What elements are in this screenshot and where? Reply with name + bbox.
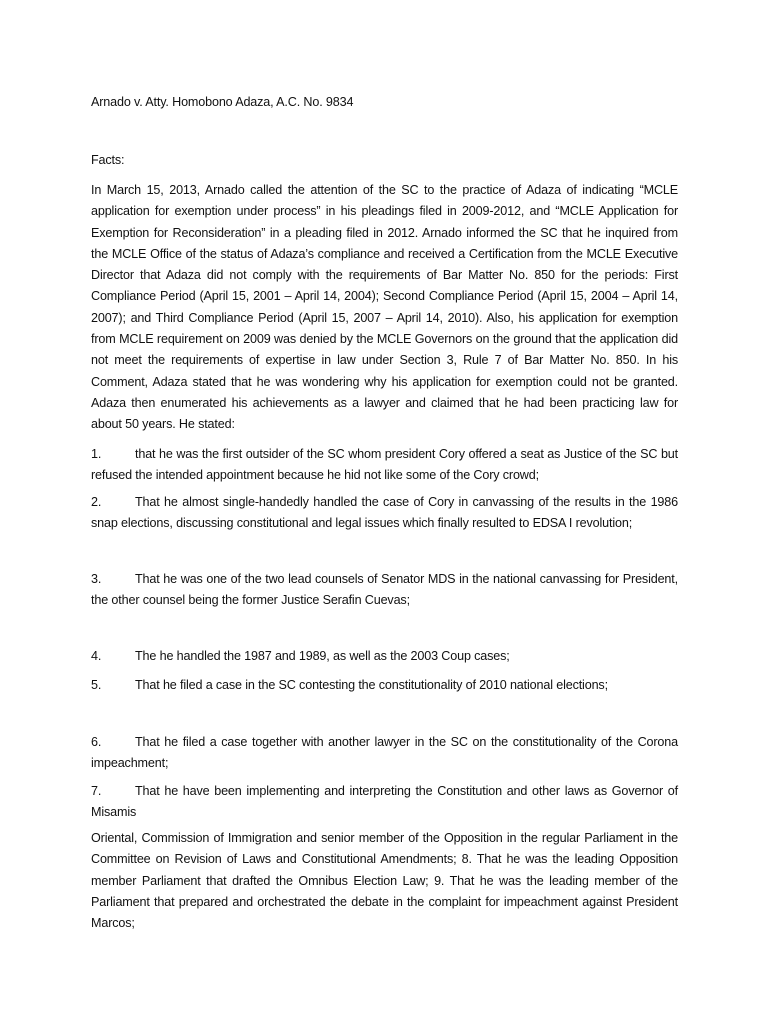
facts-paragraph: In March 15, 2013, Arnado called the attention of the SC to the practice of Adaza of indicating “MCLE application for exemption under process” in his pleadings filed in 2009-2012, and “MCLE Application for Exemption for Reconsideration” in a pleading filed in 2012. Arnado informed the SC that he inquired from the MCLE Office of the status of Adaza’s compliance and received a Certification from the MCLE Executive Director that Adaza did not comply with the requirements of Bar Matter No. 850 for the periods: First Compliance Period (April 15, 2001 – April 14, 2004); Second Compliance Period (April 15, 2004 – April 14, 2007); and Third Compliance Period (April 15, 2007 – April 14, 2010). Also, his application for exemption from MCLE requirement on 2009 was denied by the MCLE Governors on the ground that the application did not meet the requirements of expertise in law under Section 3, Rule 7 of Bar Matter No. 850. In his Comment, Adaza stated that he was wondering why his application for exemption could not be granted. Adaza then enumerated his achievements as a lawyer and claimed that he had been practicing law for about 50 years. He stated: [91,183,678,432]
closing-paragraph: Oriental, Commission of Immigration and senior member of the Opposition in the regular Parliament in the Committee on Revision of Laws and Constitutional Amendments; 8. That he was the leading Opposition member Parliament that drafted the Omnibus Election Law; 9. That he was the leading member of the Parliament that prepared and orchestrated the debate in the complaint for impeachment against President Marcos; [91,831,678,931]
list-item-text: that he was the first outsider of the SC whom president Cory offered a seat as Justice of the SC but refused the intended appointment because he hid not like some of the Cory crowd; [91,447,678,483]
list-item [91,675,678,696]
list-item-number: 5. [91,678,102,692]
list-item [91,646,678,667]
facts-heading: Facts: [91,153,125,167]
list-item-text: That he have been implementing and interpreting the Constitution and other laws as Governor of Misamis [91,784,678,820]
list-item [91,732,678,775]
list-item [91,781,678,824]
list-item-number: 4. [91,649,102,663]
list-item-number: 2. [91,495,102,509]
list-item-text: That he was one of the two lead counsels of Senator MDS in the national canvassing for President, the other counsel being the former Justice Serafin Cuevas; [91,572,678,608]
list-item-text: The he handled the 1987 and 1989, as well as the 2003 Coup cases; [135,649,510,663]
case-title: Arnado v. Atty. Homobono Adaza, A.C. No. 9834 [91,95,354,109]
list-item-number: 7. [91,784,102,798]
list-item-number: 3. [91,572,102,586]
list-item-text: That he almost single-handedly handled the case of Cory in canvassing of the results in the 1986 snap elections, discussing constitutional and legal issues which finally resulted to EDSA I revolution; [91,495,678,531]
list-item [91,492,678,535]
list-item-number: 6. [91,735,102,749]
list-item-text: That he filed a case together with another lawyer in the SC on the constitutionality of the Corona impeachment; [91,735,678,771]
list-item-number: 1. [91,447,102,461]
list-item-text: That he filed a case in the SC contesting the constitutionality of 2010 national elections; [135,678,608,692]
list-item [91,569,678,612]
list-item [91,444,678,487]
